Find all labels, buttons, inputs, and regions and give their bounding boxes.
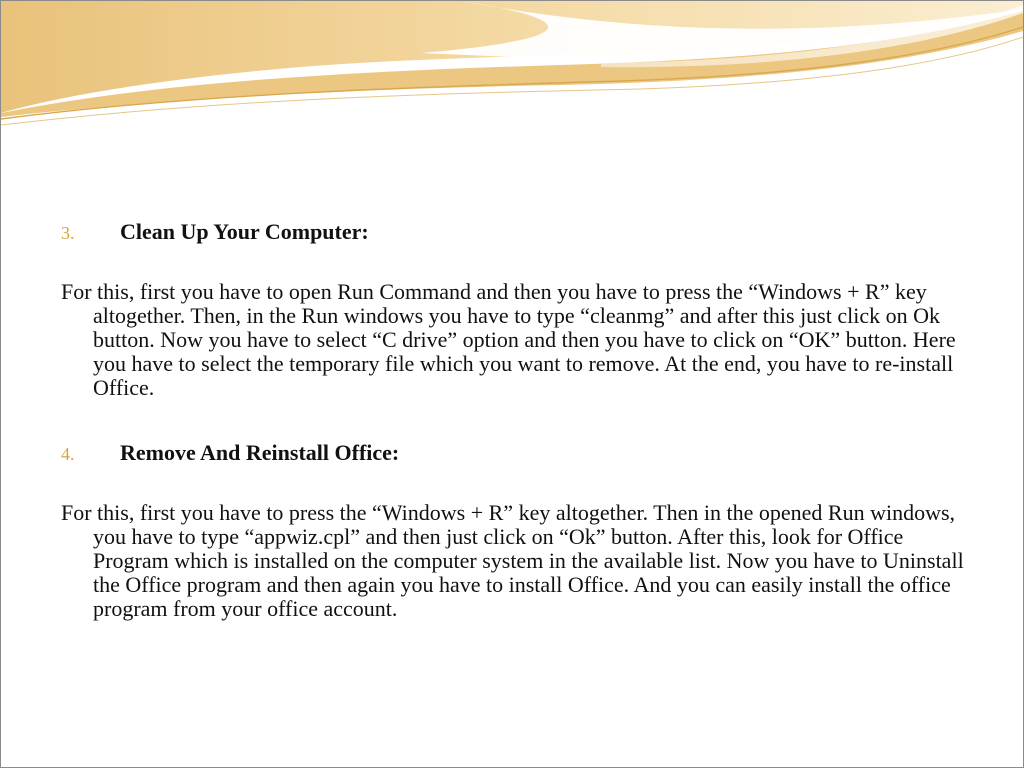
section-title: Remove And Reinstall Office: [120,440,400,465]
section-reinstall [61,438,966,621]
section-heading [61,217,966,248]
section-number: 4. [61,444,75,464]
slide-content [61,217,966,621]
section-clean-up [61,217,966,400]
section-heading [61,438,966,469]
section-number: 3. [61,223,75,243]
decorative-swoosh-header [1,1,1023,131]
section-body: For this, first you have to press the “Windows + R” key altogether. Then in the opened Run windows, you have to type “appwiz.cpl” and then just click on “Ok” button. After this, look for Office Program which is installed on the computer system in the available list. Now you have to Uninstall the Office program and then again you have to install Office. And you can easily install the office program from your office account. [61,500,964,621]
section-title: Clean Up Your Computer: [120,219,369,244]
section-body: For this, first you have to open Run Command and then you have to press the “Windows + R” key altogether. Then, in the Run windows you have to type “cleanmg” and after this just click on Ok button. Now you have to select “C drive” option and then you have to click on “OK” button. Here you have to select the temporary file which you want to remove. At the end, you have to re-install Office. [61,279,956,400]
